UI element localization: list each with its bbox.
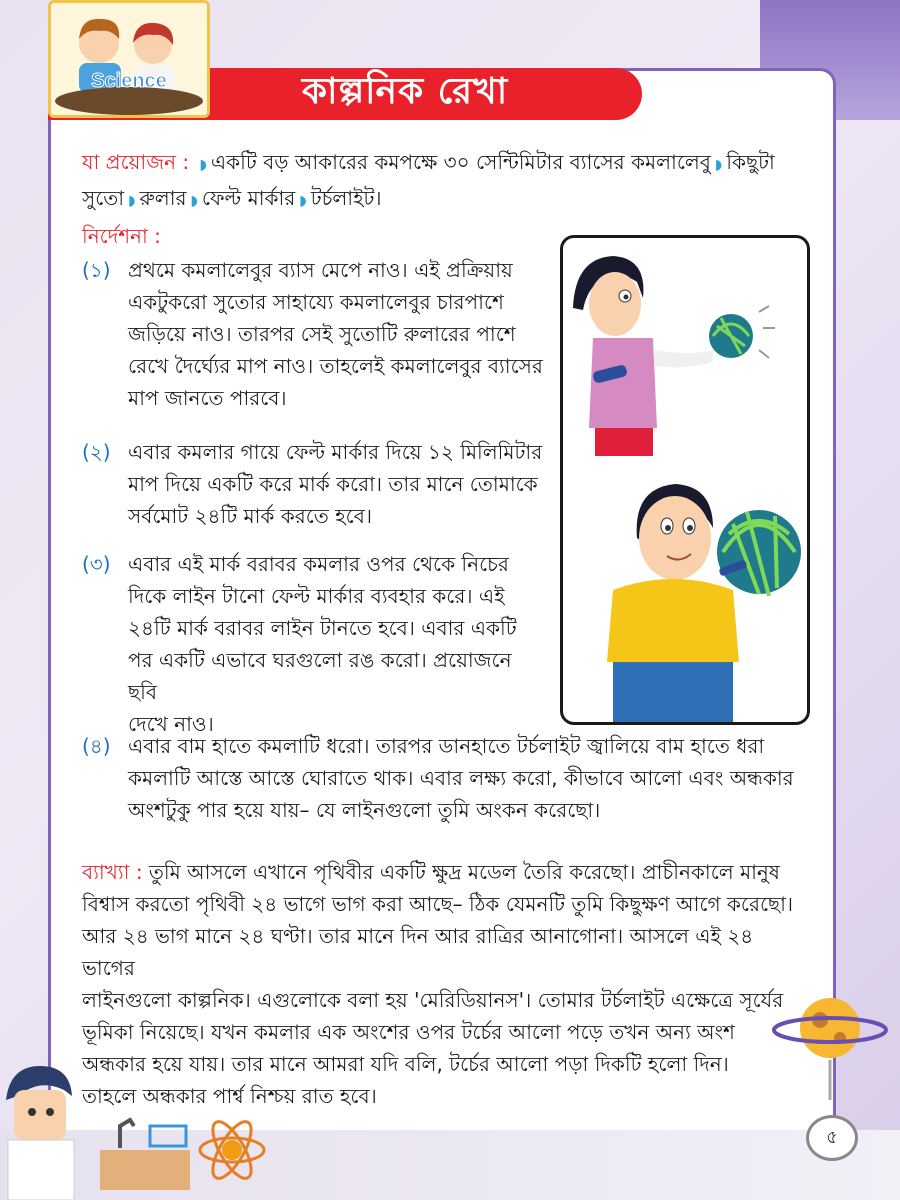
step-line: পর একটি এভাবে ঘরগুলো রঙ করো। প্রয়োজনে ছবি — [128, 648, 512, 704]
science-logo — [48, 0, 210, 118]
page-title: কাল্পনিক রেখা — [301, 71, 509, 112]
bullet-icon: ◗ — [714, 157, 723, 173]
step-line: একটুকরো সুতোর সাহায্যে কমলালেবুর চারপাশে — [128, 290, 504, 314]
bullet-icon: ◗ — [128, 193, 136, 209]
explanation-line: আর ২৪ ভাগ মানে ২৪ ঘণ্টা। তার মানে দিন আর রাত্রির আনাগোনা। আসলে এই ২৪ ভাগের — [82, 924, 754, 980]
explanation-label: ব্যাখ্যা : — [82, 860, 143, 884]
bullet-icon: ◗ — [299, 193, 307, 209]
explanation-line: ভূমিকা নিয়েছে। যখন কমলার এক অংশের ওপর টর্চের আলো পড়ে তখন অন্য অংশ — [82, 1020, 735, 1044]
boy-with-orange-illustration — [563, 238, 807, 722]
instructions-label: নির্দেশনা : — [82, 224, 161, 248]
requirement-thread-prefix: কিছুটা — [726, 150, 775, 174]
step-3 — [128, 548, 544, 740]
step-line: মাপ জানতে পারবে। — [128, 386, 287, 410]
explanation-line: তাহলে অন্ধকার পার্শ্ব নিশ্চয় রাত হবে। — [82, 1084, 377, 1108]
scientist-lab-icon — [0, 1060, 280, 1200]
requirement-item: সুতো — [82, 186, 125, 210]
step-line: রেখে দৈর্ঘ্যের মাপ নাও। তাহলেই কমলালেবুর ব্যাসের — [128, 354, 543, 378]
step-line: ২৪টি মার্ক বরাবর লাইন টানতে হবে। এবার একটি — [128, 616, 517, 640]
step-line: দেখে নাও। — [128, 712, 214, 736]
step-line: সর্বমোট ২৪টি মার্ক করতে হবে। — [128, 504, 372, 528]
requirements-label: যা প্রয়োজন : — [82, 150, 190, 174]
page-number: ৫ — [806, 1115, 858, 1161]
step-2 — [128, 436, 544, 532]
step-number: (১) — [82, 258, 111, 282]
step-line: এবার কমলার গায়ে ফেল্ট মার্কার দিয়ে ১২ মিলিমিটার — [128, 440, 543, 464]
step-4 — [128, 730, 808, 826]
step-line: অংশটুকু পার হয়ে যায়– যে লাইনগুলো তুমি অংকন করেছো। — [128, 798, 601, 822]
requirement-item: টর্চলাইট। — [310, 186, 382, 210]
step-line: দিকে লাইন টানো ফেল্ট মার্কার ব্যবহার করে। এই — [128, 584, 505, 608]
step-line: প্রথমে কমলালেবুর ব্যাস মেপে নাও। এই প্রক্রিয়ায় — [128, 258, 513, 282]
experiment-illustration — [560, 235, 810, 725]
explanation-line: লাইনগুলো কাল্পনিক। এগুলোকে বলা হয় 'মেরিডিয়ানস'। তোমার টর্চলাইট এক্ষেত্রে সূর্যের — [82, 988, 784, 1012]
step-line: এবার এই মার্ক বরাবর কমলার ওপর থেকে নিচের — [128, 552, 509, 576]
step-number: (৩) — [82, 552, 111, 576]
step-number: (২) — [82, 440, 111, 464]
bullet-icon: ◗ — [199, 157, 207, 173]
step-line: কমলাটি আস্তে আস্তে ঘোরাতে থাক। এবার লক্ষ্য করো, কীভাবে আলো এবং অন্ধকার — [128, 766, 794, 790]
requirements-line-2 — [82, 182, 802, 217]
bullet-icon: ◗ — [190, 193, 198, 209]
step-1 — [128, 254, 544, 414]
step-number: (৪) — [82, 734, 111, 758]
requirement-item: রুলার — [139, 186, 187, 210]
explanation-line: বিশ্বাস করতো পৃথিবী ২৪ ভাগে ভাগ করা আছে– ঠিক যেমনটি তুমি কিছুক্ষণ আগে করেছো। — [82, 892, 794, 916]
requirement-item: ফেল্ট মার্কার — [201, 186, 296, 210]
planet-icon — [770, 990, 890, 1100]
logo-text: Science — [91, 70, 167, 92]
requirements-line-1 — [82, 146, 802, 181]
step-line: এবার বাম হাতে কমলাটি ধরো। তারপর ডানহাতে টর্চলাইট জ্বালিয়ে বাম হাতে ধরা — [128, 734, 765, 758]
explanation-line: ব্যাখ্যা : তুমি আসলে এখানে পৃথিবীর একটি ক্ষুদ্র মডেল তৈরি করেছো। প্রাচীনকালে মানুষ — [82, 860, 780, 884]
step-line: জড়িয়ে নাও। তারপর সেই সুতোটি রুলারের পাশে — [128, 322, 516, 346]
step-line: মাপ দিয়ে একটি করে মার্ক করো। তার মানে তোমাকে — [128, 472, 538, 496]
kids-scientist-illustration — [51, 3, 207, 115]
requirement-orange: একটি বড় আকারের কমপক্ষে ৩০ সেন্টিমিটার ব্যাসের কমলালেবু — [210, 150, 711, 174]
explanation-line: অন্ধকার হয়ে যায়। তার মানে আমরা যদি বলি, টর্চের আলো পড়া দিকটি হলো দিন। — [82, 1052, 729, 1076]
